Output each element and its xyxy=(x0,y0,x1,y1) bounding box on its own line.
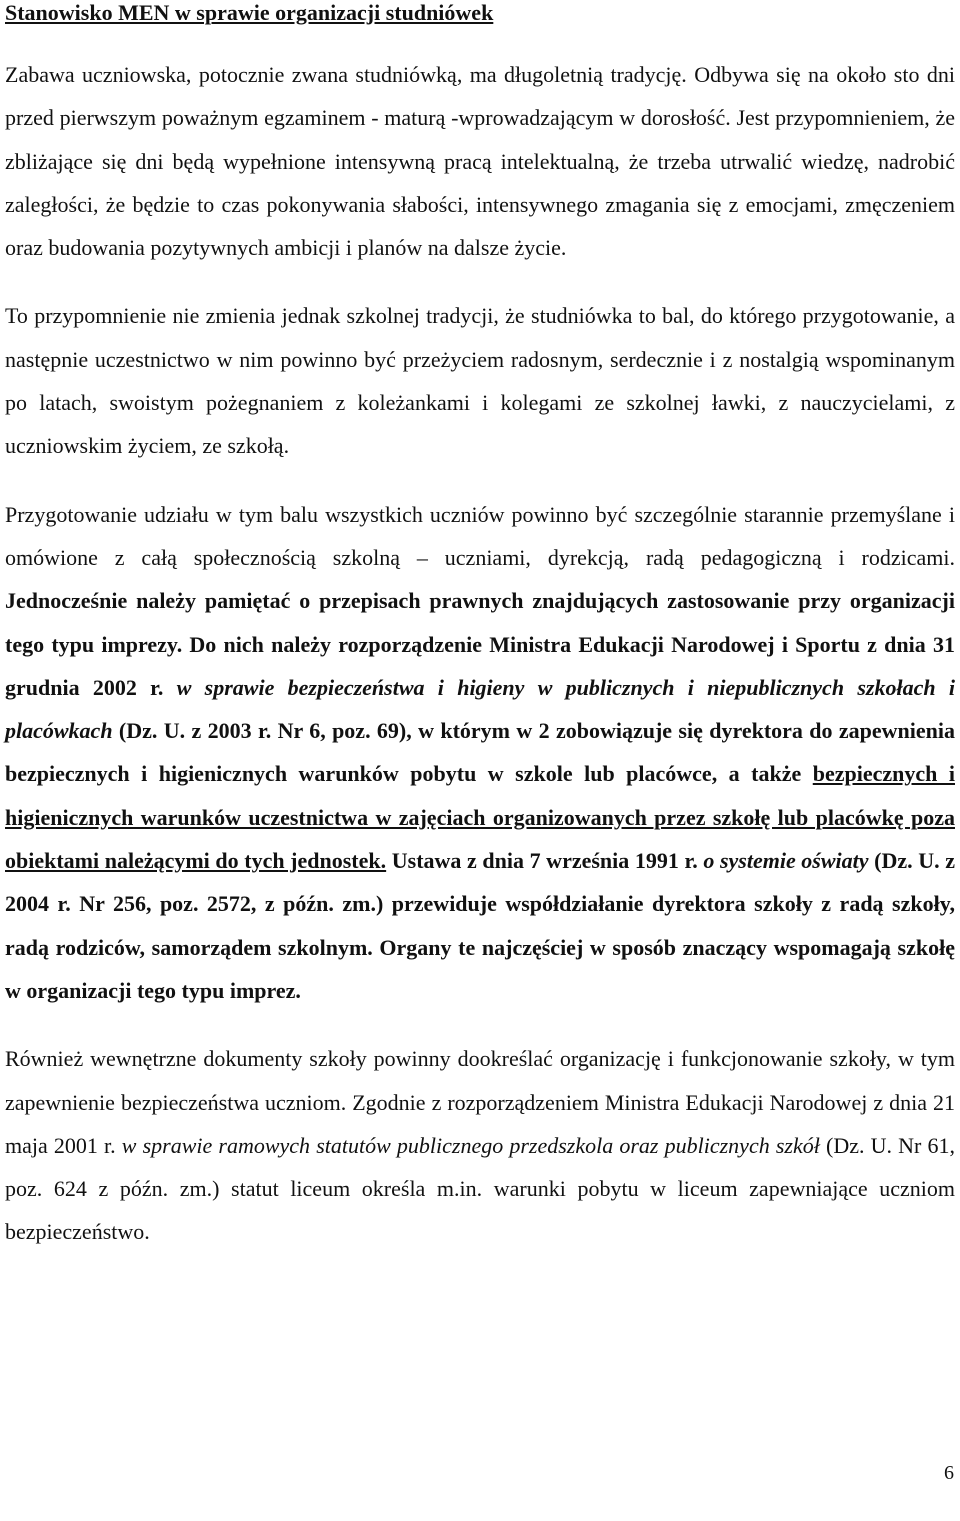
paragraph-intro: Zabawa uczniowska, potocznie zwana studniówką, ma długoletnią tradycję. Odbywa się na około sto dni przed pierwszym poważnym egzaminem - maturą -wprowadzającym w dorosłość. Jest przypomnieniem, że zbliżające się dni będą wypełnione intensywną pracą intelektualną, że trzeba utrwalić wiedzę, nadrobić zaległości, że będzie to czas pokonywania słabości, intensywnego zmagania się z emocjami, zmęczeniem oraz budowania pozytywnych ambicji i planów na dalsze życie. xyxy=(5,62,955,261)
act-title: o systemie oświaty xyxy=(703,848,869,874)
document-page xyxy=(5,0,955,1254)
paragraph-statutes: Również wewnętrzne dokumenty szkoły powinny dookreślać organizację i funkcjonowanie szkoły, w tym zapewnienie bezpieczeństwa uczniom. Zgodnie z rozporządzeniem Ministra Edukacji Narodowej z dnia 21 maja 2001 r. w sprawie ramowych statutów publicznego przedszkola oraz publicznych szkół (Dz. U. Nr 61, poz. 624 z późn. zm.) statut liceum określa m.in. warunki pobytu w liceum zapewniające uczniom bezpieczeństwo. xyxy=(5,1046,955,1245)
paragraph-regulations-intro: Przygotowanie udziału w tym balu wszystkich uczniów powinno być szczególnie starannie przemyślane i omówione z całą społecznością szkolną – uczniami, dyrekcją, radą pedagogiczną i rodzicami. xyxy=(5,501,955,570)
regulation-title: w sprawie bezpieczeństwa i higieny w publicznych i niepublicznych szkołach i placówkach xyxy=(5,674,955,744)
paragraph-tradition: To przypomnienie nie zmienia jednak szkolnej tradycji, że studniówka to bal, do którego przygotowanie, a następnie uczestnictwo w nim powinno być przeżyciem radosnym, serdecznie i z nostalgią wspominanym po latach, swoistym pożegnaniem z koleżankami i kolegami ze szkolnej ławki, z nauczycielami, z uczniowskim życiem, ze szkołą. xyxy=(5,303,955,459)
page-number: 6 xyxy=(944,1462,954,1484)
legal-reference-bold: Jednocześnie należy pamiętać o przepisach prawnych znajdujących zastosowanie przy organizacji tego typu imprezy. Do nich należy rozporządzenie Ministra Edukacji Narodowej i Sportu z dnia 31 grudnia 2002 r. w sprawie bezpieczeństwa i higieny w publicznych i niepublicznych szkołach i placówkach (Dz. U. z 2003 r. Nr 6, poz. 69), w którym w 2 zobowiązuje się dyrektora do zapewnienia bezpiecznych i higienicznych warunków pobytu w szkole lub placówce, a także bezpiecznych i higienicznych warunków uczestnictwa w zajęciach organizowanych przez szkołę lub placówkę poza obiektami należącymi do tych jednostek. Ustawa z dnia 7 września 1991 r. o systemie oświaty (Dz. U. z 2004 r. Nr 256, poz. 2572, z późn. zm.) przewiduje współdziałanie dyrektora szkoły z radą szkoły, radą rodziców, samorządem szkolnym. Organy te najczęściej w sposób znaczący wspomagają szkołę w organizacji tego typu imprez. xyxy=(5,588,955,1003)
underlined-obligation: bezpiecznych i higienicznych warunków uczestnictwa w zajęciach organizowanych przez szkołę lub placówkę poza obiektami należącymi do tych jednostek. xyxy=(5,761,955,874)
paragraph-regulations xyxy=(5,493,955,1013)
document-title: Stanowisko MEN w sprawie organizacji studniówek xyxy=(5,0,494,25)
statute-regulation-title: w sprawie ramowych statutów publicznego przedszkola oraz publicznych szkół xyxy=(121,1132,820,1158)
